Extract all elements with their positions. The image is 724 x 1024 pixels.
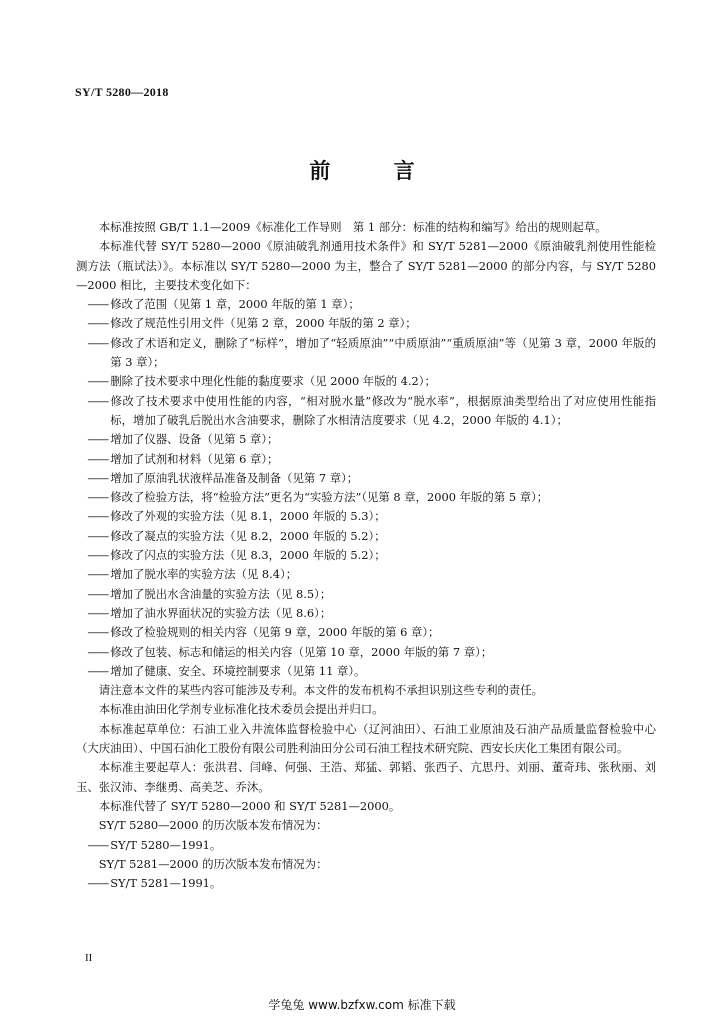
dash-marker: —— — [87, 509, 109, 524]
dash-marker: —— — [87, 490, 109, 505]
list-item: —— 修改了闪点的实验方法（见 8.3，2000 年版的 5.2）； — [76, 546, 656, 565]
list-item: —— 增加了健康、安全、环境控制要求（见第 11 章）。 — [76, 662, 656, 681]
dash-marker: —— — [87, 432, 109, 447]
dash-marker: —— — [87, 876, 109, 891]
history-item-5280: —— SY/T 5280—1991。 — [76, 836, 656, 855]
dash-marker: —— — [87, 625, 109, 640]
list-item: —— 修改了包装、标志和储运的相关内容（见第 10 章，2000 年版的第 7 章）； — [76, 643, 656, 662]
list-item: —— 删除了技术要求中理化性能的黏度要求（见 2000 年版的 4.2）； — [76, 372, 656, 391]
dash-marker: —— — [87, 528, 109, 543]
dash-marker: —— — [87, 470, 109, 485]
paragraph-committee: 本标准由油田化学剂专业标准化技术委员会提出并归口。 — [98, 702, 384, 717]
paragraph-supersedes: 本标准代替了 SY/T 5280—2000 和 SY/T 5281—2000。 — [98, 798, 401, 813]
dash-marker: —— — [87, 297, 109, 312]
list-item: —— 修改了范围（见第 1 章，2000 年版的第 1 章）； — [76, 295, 656, 314]
paragraph-drafting-rule: 本标准按照 GB/T 1.1—2009《标准化工作导则 第 1 部分：标准的结构和编写》给出的规则起草。 — [98, 220, 607, 234]
dash-marker: —— — [87, 451, 109, 466]
list-item: —— 修改了检验方法，将“检验方法”更名为“实验方法”（见第 8 章，2000 年版的第 5 章）； — [76, 488, 656, 507]
dash-marker: —— — [87, 586, 109, 601]
dash-marker: —— — [87, 374, 109, 389]
list-item: —— 修改了术语和定义，删除了“标样”，增加了“轻质原油”“中质原油”“重质原油”等（见第 3 章，2000 年版的第 3 章）； — [87, 335, 656, 370]
page-title: 前 言 — [309, 159, 443, 183]
list-item: —— 修改了检验规则的相关内容（见第 9 章，2000 年版的第 6 章）； — [76, 623, 656, 642]
dash-marker: —— — [87, 316, 109, 331]
dash-marker: —— — [87, 663, 109, 678]
list-item: —— 增加了油水界面状况的实验方法（见 8.6）； — [76, 604, 656, 623]
list-item: —— 修改了规范性引用文件（见第 2 章，2000 年版的第 2 章）； — [76, 314, 656, 333]
standard-code: SY/T 5280—2018 — [75, 85, 169, 99]
list-item: —— 增加了脱出水含油量的实验方法（见 8.5）； — [76, 585, 656, 604]
dash-marker: —— — [87, 393, 109, 408]
list-item: —— 增加了脱水率的实验方法（见 8.4）； — [76, 565, 656, 584]
list-item: —— 增加了试剂和材料（见第 6 章）； — [76, 450, 656, 469]
document-body — [76, 218, 656, 893]
dash-marker: —— — [87, 605, 109, 620]
history-item-5281: —— SY/T 5281—1991。 — [76, 874, 656, 893]
watermark: 学兔兔 www.bzfxw.com 标准下载 — [268, 998, 456, 1012]
list-item: —— 修改了外观的实验方法（见 8.1，2000 年版的 5.3）； — [76, 507, 656, 526]
list-item: —— 增加了原油乳状液样品准备及制备（见第 7 章）； — [76, 469, 656, 488]
dash-marker: —— — [87, 548, 109, 563]
paragraph-patent-notice: 请注意本文件的某些内容可能涉及专利。本文件的发布机构不承担识别这些专利的责任。 — [98, 683, 544, 698]
paragraph-drafters: 本标准主要起草人：张洪君、闫峰、何强、王浩、郑猛、郭韬、张西子、亢思丹、刘丽、董奇玮、张秋丽、刘玉、张汉沛、李继勇、高美芝、乔沐。 — [76, 760, 656, 794]
paragraph-replacement: 本标准代替 SY/T 5280—2000《原油破乳剂通用技术条件》和 SY/T 5281—2000《原油破乳剂使用性能检测方法（瓶试法）》。本标准以 SY/T 5280—2000 为主，整合了 SY/T 5281—2000 的部分内容，与 SY/T 5280—2000 相比，主要技术变化如下： — [76, 239, 656, 292]
paragraph-history-5281-intro: SY/T 5281—2000 的历次版本发布情况为： — [98, 856, 328, 871]
dash-marker: —— — [87, 335, 109, 350]
changes-list — [76, 295, 656, 681]
paragraph-drafting-units: 本标准起草单位：石油工业入井流体监督检验中心（辽河油田）、石油工业原油及石油产品质量监督检验中心（大庆油田）、中国石油化工股份有限公司胜利油田分公司石油工程技术研究院、西安长庆化工集团有限公司。 — [76, 721, 656, 756]
dash-marker: —— — [87, 837, 109, 852]
dash-marker: —— — [87, 644, 109, 659]
dash-marker: —— — [87, 567, 109, 582]
page-number: II — [85, 952, 93, 964]
list-item: —— 修改了技术要求中使用性能的内容，“相对脱水量”修改为“脱水率”，根据原油类型给出了对应使用性能指标，增加了破乳后脱出水含油要求，删除了水相清洁度要求（见 4.2，2000 年版的 4.1）； — [87, 393, 656, 427]
paragraph-history-5280-intro: SY/T 5280—2000 的历次版本发布情况为： — [98, 818, 328, 833]
list-item: —— 修改了凝点的实验方法（见 8.2，2000 年版的 5.2）； — [76, 527, 656, 546]
list-item: —— 增加了仪器、设备（见第 5 章）； — [76, 430, 656, 449]
